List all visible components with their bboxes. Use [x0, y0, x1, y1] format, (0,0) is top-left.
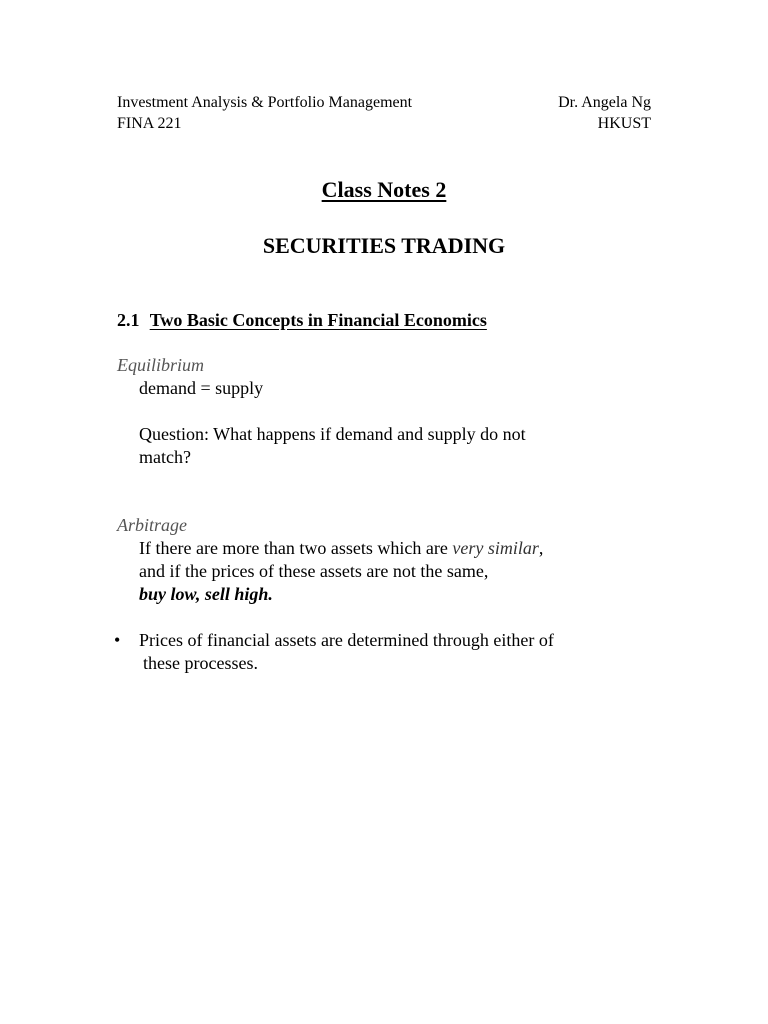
- equilibrium-term: Equilibrium: [117, 355, 205, 375]
- section-title: Two Basic Concepts in Financial Economics: [149, 310, 487, 330]
- arbitrage-rule: buy low, sell high.: [139, 584, 273, 604]
- main-title: SECURITIES TRADING: [262, 233, 506, 258]
- bullet-text-line1: Prices of financial assets are determined through either of: [139, 630, 554, 650]
- equilibrium-question-line2: match?: [139, 447, 191, 467]
- arbitrage-term: Arbitrage: [117, 515, 187, 535]
- equilibrium-question-line1: Question: What happens if demand and supply do not: [139, 424, 526, 444]
- instructor-name: Dr. Angela Ng: [558, 94, 651, 111]
- course-title: Investment Analysis & Portfolio Management: [117, 94, 413, 111]
- notes-title: [0, 176, 768, 204]
- section-heading: [117, 308, 487, 332]
- institution-name: HKUST: [597, 115, 651, 132]
- arbitrage-line2: and if the prices of these assets are not the same,: [139, 561, 489, 581]
- equilibrium-definition: demand = supply: [139, 378, 264, 398]
- bullet-dot-icon: •: [114, 630, 121, 650]
- arbitrage-line1-start: If there are more than two assets which are: [139, 538, 453, 558]
- arbitrage-emphasis: very similar: [452, 538, 539, 558]
- bullet-text-line2: these processes.: [143, 653, 258, 673]
- course-code: FINA 221: [117, 115, 182, 132]
- arbitrage-line1: [139, 537, 543, 559]
- arbitrage-line1-end: ,: [538, 538, 544, 558]
- notes-title-text: Class Notes 2: [321, 177, 447, 202]
- section-number: 2.1: [117, 310, 140, 330]
